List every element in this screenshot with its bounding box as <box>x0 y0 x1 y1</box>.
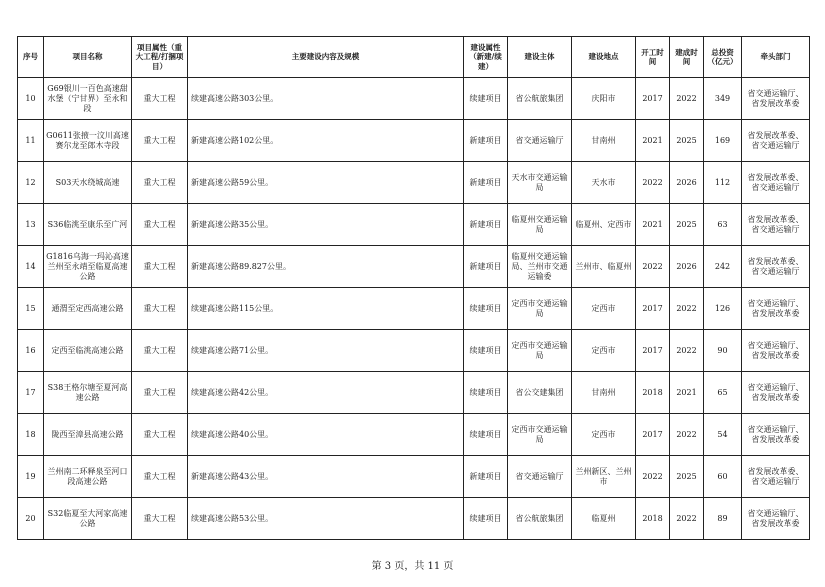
cell-project-attr: 重大工程 <box>132 246 188 288</box>
cell-build-attr: 新建项目 <box>464 456 508 498</box>
cell-location: 甘南州 <box>572 120 636 162</box>
cell-owner: 定西市交通运输局 <box>508 288 572 330</box>
cell-seq: 20 <box>18 498 44 540</box>
cell-lead-dept: 省交通运输厅、省发展改革委 <box>742 372 810 414</box>
table-row <box>18 456 810 498</box>
cell-lead-dept: 省交通运输厅、省发展改革委 <box>742 78 810 120</box>
cell-build-attr: 新建项目 <box>464 246 508 288</box>
cell-lead-dept: 省交通运输厅、省发展改革委 <box>742 330 810 372</box>
table-row <box>18 414 810 456</box>
cell-content: 新建高速公路43公里。 <box>188 456 464 498</box>
cell-location: 庆阳市 <box>572 78 636 120</box>
cell-project-name: S36临洮至康乐至广河 <box>44 204 132 246</box>
header-seq: 序号 <box>18 37 44 78</box>
cell-owner: 临夏州交通运输局 <box>508 204 572 246</box>
cell-project-attr: 重大工程 <box>132 204 188 246</box>
cell-location: 天水市 <box>572 162 636 204</box>
table-row <box>18 498 810 540</box>
cell-owner: 省公航旅集团 <box>508 78 572 120</box>
table-row <box>18 162 810 204</box>
cell-content: 续建高速公路53公里。 <box>188 498 464 540</box>
cell-investment: 169 <box>704 120 742 162</box>
cell-location: 甘南州 <box>572 372 636 414</box>
cell-project-name: S32临夏至大河家高速公路 <box>44 498 132 540</box>
header-project-name: 项目名称 <box>44 37 132 78</box>
cell-build-attr: 续建项目 <box>464 288 508 330</box>
header-end-year: 建成时间 <box>670 37 704 78</box>
cell-seq: 13 <box>18 204 44 246</box>
cell-owner: 省交通运输厅 <box>508 120 572 162</box>
cell-end-year: 2022 <box>670 498 704 540</box>
cell-owner: 省公航旅集团 <box>508 498 572 540</box>
cell-end-year: 2025 <box>670 204 704 246</box>
cell-seq: 19 <box>18 456 44 498</box>
cell-investment: 63 <box>704 204 742 246</box>
cell-content: 续建高速公路303公里。 <box>188 78 464 120</box>
cell-project-attr: 重大工程 <box>132 414 188 456</box>
cell-location: 临夏州 <box>572 498 636 540</box>
cell-content: 新建高速公路102公里。 <box>188 120 464 162</box>
cell-end-year: 2022 <box>670 330 704 372</box>
cell-content: 续建高速公路40公里。 <box>188 414 464 456</box>
cell-build-attr: 新建项目 <box>464 162 508 204</box>
cell-start-year: 2021 <box>636 204 670 246</box>
cell-start-year: 2022 <box>636 246 670 288</box>
cell-project-name: G69银川一百色高速甜水堡（宁甘界）至永和段 <box>44 78 132 120</box>
cell-project-attr: 重大工程 <box>132 120 188 162</box>
header-build-attr: 建设属性（新建/续建） <box>464 37 508 78</box>
cell-build-attr: 新建项目 <box>464 204 508 246</box>
table-row <box>18 330 810 372</box>
cell-end-year: 2021 <box>670 372 704 414</box>
cell-project-name: S03天水绕城高速 <box>44 162 132 204</box>
table-row <box>18 372 810 414</box>
cell-project-name: 定西至临洮高速公路 <box>44 330 132 372</box>
cell-content: 新建高速公路59公里。 <box>188 162 464 204</box>
cell-content: 续建高速公路71公里。 <box>188 330 464 372</box>
cell-start-year: 2017 <box>636 330 670 372</box>
cell-owner: 定西市交通运输局 <box>508 414 572 456</box>
cell-build-attr: 续建项目 <box>464 498 508 540</box>
cell-content: 新建高速公路35公里。 <box>188 204 464 246</box>
cell-owner: 天水市交通运输局 <box>508 162 572 204</box>
cell-owner: 省公交建集团 <box>508 372 572 414</box>
cell-investment: 60 <box>704 456 742 498</box>
cell-project-attr: 重大工程 <box>132 288 188 330</box>
cell-investment: 89 <box>704 498 742 540</box>
cell-project-attr: 重大工程 <box>132 162 188 204</box>
cell-project-name: 兰州南二环释泉至河口段高速公路 <box>44 456 132 498</box>
cell-project-attr: 重大工程 <box>132 498 188 540</box>
cell-start-year: 2017 <box>636 414 670 456</box>
cell-seq: 14 <box>18 246 44 288</box>
cell-project-name: G1816乌海一玛沁高速兰州至永靖至临夏高速公路 <box>44 246 132 288</box>
cell-seq: 15 <box>18 288 44 330</box>
cell-project-name: G0611张掖一汶川高速赛尔龙至郎木寺段 <box>44 120 132 162</box>
cell-build-attr: 续建项目 <box>464 414 508 456</box>
table-row <box>18 288 810 330</box>
cell-start-year: 2022 <box>636 162 670 204</box>
cell-lead-dept: 省发展改革委、省交通运输厅 <box>742 204 810 246</box>
cell-lead-dept: 省交通运输厅、省发展改革委 <box>742 414 810 456</box>
cell-location: 定西市 <box>572 288 636 330</box>
cell-location: 临夏州、定西市 <box>572 204 636 246</box>
cell-start-year: 2017 <box>636 288 670 330</box>
table-body <box>18 78 810 540</box>
cell-build-attr: 续建项目 <box>464 372 508 414</box>
cell-project-attr: 重大工程 <box>132 330 188 372</box>
cell-end-year: 2022 <box>670 414 704 456</box>
table-row <box>18 120 810 162</box>
header-start-year: 开工时间 <box>636 37 670 78</box>
cell-start-year: 2018 <box>636 498 670 540</box>
cell-investment: 65 <box>704 372 742 414</box>
cell-location: 兰州新区、兰州市 <box>572 456 636 498</box>
cell-lead-dept: 省交通运输厅、省发展改革委 <box>742 288 810 330</box>
page-footer: 第 3 页，共 11 页 <box>371 561 454 572</box>
cell-end-year: 2026 <box>670 162 704 204</box>
cell-end-year: 2022 <box>670 78 704 120</box>
cell-investment: 242 <box>704 246 742 288</box>
cell-lead-dept: 省发展改革委、省交通运输厅 <box>742 456 810 498</box>
cell-seq: 10 <box>18 78 44 120</box>
table-header-row <box>18 37 810 78</box>
cell-end-year: 2025 <box>670 120 704 162</box>
cell-seq: 11 <box>18 120 44 162</box>
cell-content: 新建高速公路89.827公里。 <box>188 246 464 288</box>
cell-lead-dept: 省发展改革委、省交通运输厅 <box>742 246 810 288</box>
cell-project-name: S38王格尔塘至夏河高速公路 <box>44 372 132 414</box>
cell-investment: 126 <box>704 288 742 330</box>
cell-owner: 定西市交通运输局 <box>508 330 572 372</box>
header-owner: 建设主体 <box>508 37 572 78</box>
cell-end-year: 2026 <box>670 246 704 288</box>
cell-start-year: 2017 <box>636 78 670 120</box>
header-content: 主要建设内容及规模 <box>188 37 464 78</box>
cell-project-name: 陇西至漳县高速公路 <box>44 414 132 456</box>
cell-investment: 54 <box>704 414 742 456</box>
cell-build-attr: 续建项目 <box>464 330 508 372</box>
cell-seq: 12 <box>18 162 44 204</box>
cell-lead-dept: 省交通运输厅、省发展改革委 <box>742 498 810 540</box>
cell-project-attr: 重大工程 <box>132 78 188 120</box>
cell-content: 续建高速公路115公里。 <box>188 288 464 330</box>
cell-investment: 90 <box>704 330 742 372</box>
cell-owner: 临夏州交通运输局、兰州市交通运输委 <box>508 246 572 288</box>
cell-start-year: 2018 <box>636 372 670 414</box>
cell-project-name: 通渭至定西高速公路 <box>44 288 132 330</box>
cell-content: 续建高速公路42公里。 <box>188 372 464 414</box>
cell-build-attr: 续建项目 <box>464 78 508 120</box>
cell-location: 兰州市、临夏州 <box>572 246 636 288</box>
cell-seq: 17 <box>18 372 44 414</box>
cell-start-year: 2021 <box>636 120 670 162</box>
cell-start-year: 2022 <box>636 456 670 498</box>
cell-lead-dept: 省发展改革委、省交通运输厅 <box>742 162 810 204</box>
cell-owner: 省交通运输厅 <box>508 456 572 498</box>
cell-end-year: 2025 <box>670 456 704 498</box>
cell-end-year: 2022 <box>670 288 704 330</box>
header-investment: 总投资（亿元） <box>704 37 742 78</box>
table-row <box>18 204 810 246</box>
cell-seq: 16 <box>18 330 44 372</box>
cell-build-attr: 新建项目 <box>464 120 508 162</box>
cell-location: 定西市 <box>572 414 636 456</box>
cell-seq: 18 <box>18 414 44 456</box>
table-row <box>18 246 810 288</box>
project-table <box>17 36 810 540</box>
cell-investment: 349 <box>704 78 742 120</box>
cell-lead-dept: 省发展改革委、省交通运输厅 <box>742 120 810 162</box>
table-row <box>18 78 810 120</box>
header-project-attr: 项目属性（重大工程/打捆项目） <box>132 37 188 78</box>
cell-project-attr: 重大工程 <box>132 372 188 414</box>
cell-project-attr: 重大工程 <box>132 456 188 498</box>
header-location: 建设地点 <box>572 37 636 78</box>
header-lead-dept: 牵头部门 <box>742 37 810 78</box>
cell-location: 定西市 <box>572 330 636 372</box>
cell-investment: 112 <box>704 162 742 204</box>
